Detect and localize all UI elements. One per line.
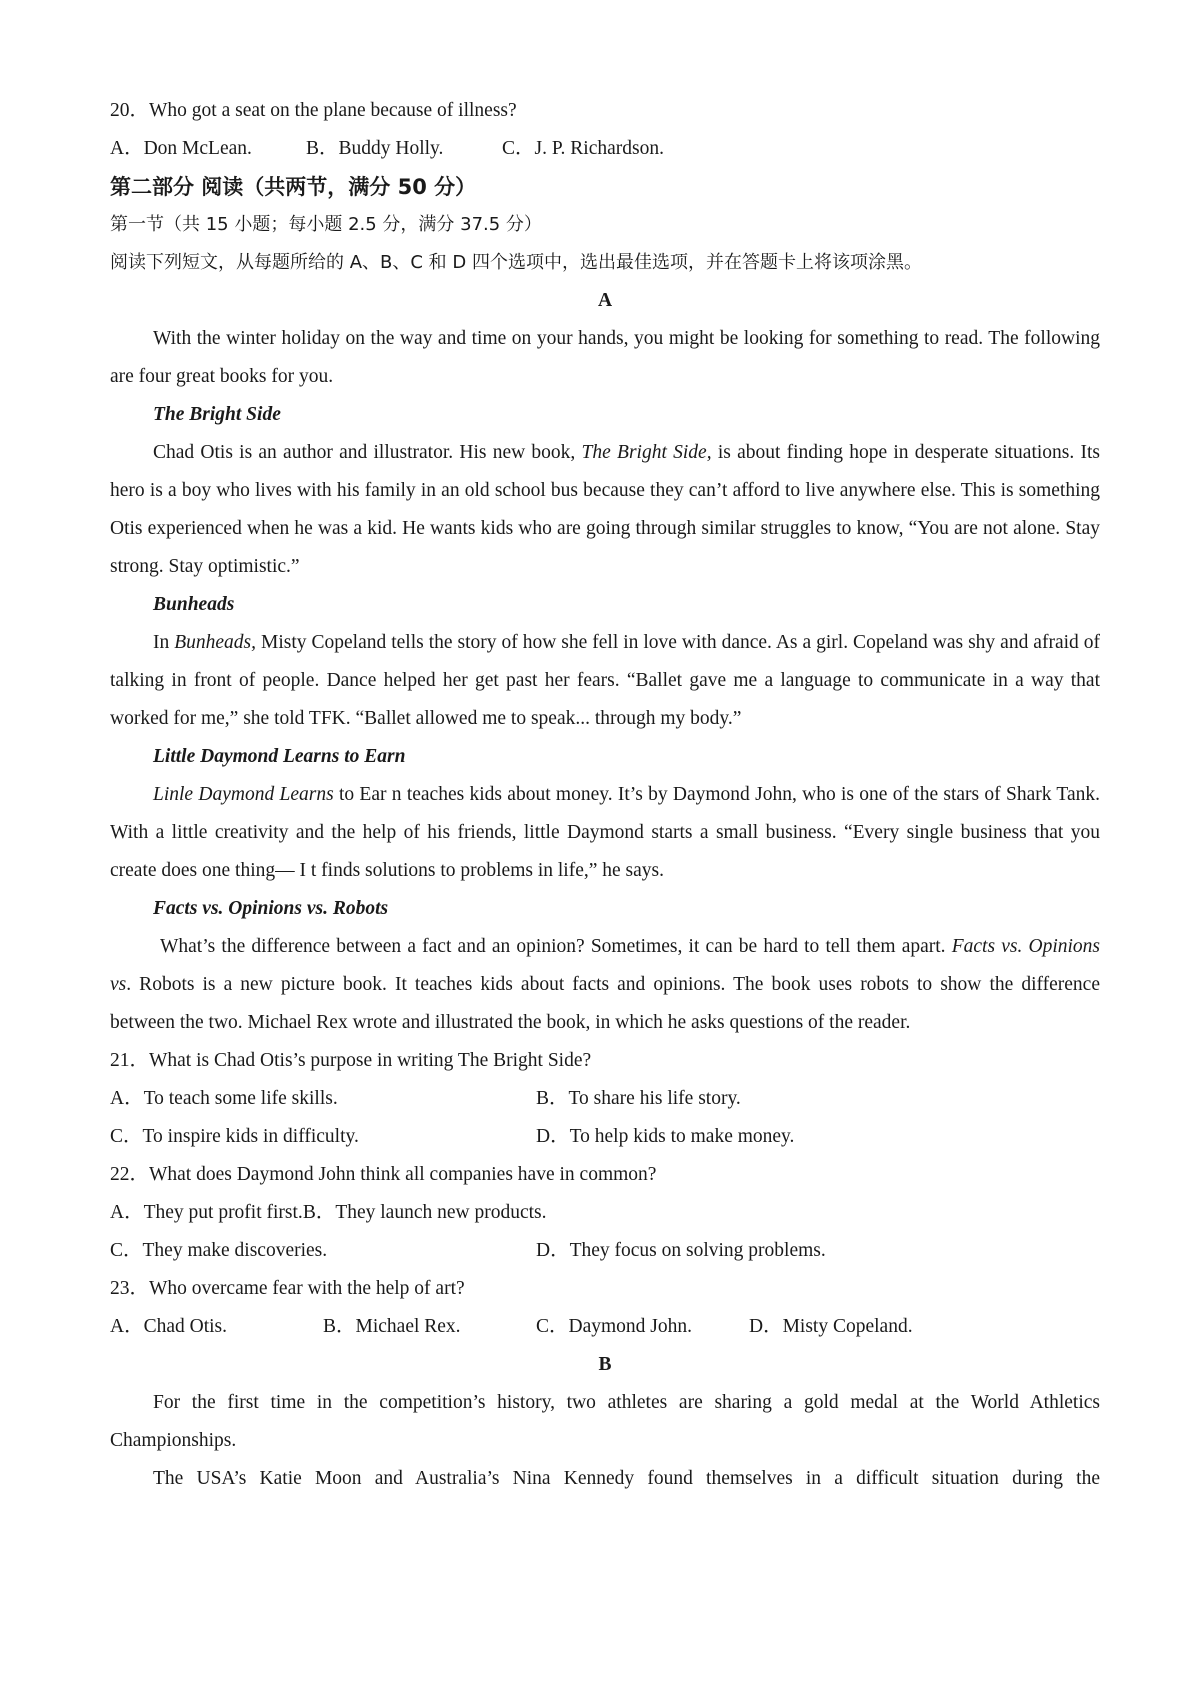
option-d: D．Misty Copeland.	[749, 1316, 913, 1337]
passage-b-paragraph-1: For the first time in the competition’s history, two athletes are sharing a gold medal at the World Athletics Championships.	[110, 1392, 1100, 1451]
reading-instruction: 阅读下列短文，从每题所给的 A、B、C 和 D 四个选项中，选出最佳选项，并在答题卡上将该项涂黑。	[110, 252, 922, 273]
question-22-options-row2	[110, 1232, 1100, 1270]
question-20-stem: 20．Who got a seat on the plane because of illness?	[110, 100, 517, 121]
option-b: B．Michael Rex.	[323, 1316, 461, 1337]
passage-a-label: A	[597, 290, 613, 311]
exam-page	[110, 92, 1100, 1498]
book-desc-bright-side: Chad Otis is an author and illustrator. His new book, The Bright Side, is about finding hope in desperate situations. Its hero is a boy who lives with his family in an old school bus because they can’t afford to live anywhere else. This is something Otis experienced when he was a kid. He wants kids who are going through similar struggles to know, “You are not alone. Stay strong. Stay optimistic.”	[110, 442, 1100, 577]
question-20-options	[110, 130, 1100, 168]
option-c: C．J. P. Richardson.	[502, 138, 664, 159]
option-c: C．To inspire kids in difficulty.	[110, 1126, 359, 1147]
passage-b-label: B	[598, 1354, 612, 1375]
question-23-stem: 23．Who overcame fear with the help of art?	[110, 1278, 465, 1299]
book-desc-bunheads: In Bunheads, Misty Copeland tells the story of how she fell in love with dance. As a girl. Copeland was shy and afraid of talking in front of people. Dance helped her get past her fears. “Ballet gave me a language to communicate in a way that worked for me,” she told TFK. “Ballet allowed me to speak... through my body.”	[110, 632, 1100, 729]
option-a: A．Don McLean.	[110, 138, 252, 159]
book-desc-little-daymond: Linle Daymond Learns to Ear n teaches kids about money. It’s by Daymond John, who is one of the stars of Shark Tank. With a little creativity and the help of his friends, little Daymond starts a small business. “Every single business that you create does one thing— I t finds solutions to problems in life,” he says.	[110, 784, 1100, 881]
book-title-facts-opinions-robots: Facts vs. Opinions vs. Robots	[153, 898, 389, 919]
question-21-options-row1	[110, 1080, 1100, 1118]
book-desc-facts-opinions-robots: What’s the difference between a fact and an opinion? Sometimes, it can be hard to tell them apart. Facts vs. Opinions vs. Robots is a new picture book. It teaches kids about facts and opinions. The book uses robots to show the difference between the two. Michael Rex wrote and illustrated the book, in which he asks questions of the reader.	[110, 936, 1100, 1033]
option-a: A．They put profit first.	[110, 1202, 303, 1223]
option-d: D．To help kids to make money.	[536, 1126, 795, 1147]
book-title-bunheads: Bunheads	[153, 594, 235, 615]
question-22-stem: 22．What does Daymond John think all companies have in common?	[110, 1164, 657, 1185]
passage-b-paragraph-2: The USA’s Katie Moon and Australia’s Nina Kennedy found themselves in a difficult situation during the	[153, 1468, 1100, 1489]
question-22-options-row1	[110, 1194, 1100, 1232]
question-21-options-row2	[110, 1118, 1100, 1156]
question-21-stem: 21．What is Chad Otis’s purpose in writing The Bright Side?	[110, 1050, 592, 1071]
question-23-options	[110, 1308, 1100, 1346]
section-one-heading: 第一节（共 15 小题；每小题 2.5 分，满分 37.5 分）	[110, 214, 542, 235]
book-title-bright-side: The Bright Side	[153, 404, 281, 425]
option-c: C．They make discoveries.	[110, 1240, 328, 1261]
passage-a-intro: With the winter holiday on the way and time on your hands, you might be looking for something to read. The following are four great books for you.	[110, 328, 1100, 387]
option-b: B．To share his life story.	[536, 1088, 741, 1109]
option-a: A．Chad Otis.	[110, 1316, 228, 1337]
option-a: A．To teach some life skills.	[110, 1088, 338, 1109]
part-two-title: 第二部分 阅读（共两节，满分 50 分）	[110, 175, 477, 199]
option-d: D．They focus on solving problems.	[536, 1240, 826, 1261]
option-b: B．They launch new products.	[302, 1202, 547, 1223]
option-c: C．Daymond John.	[536, 1316, 693, 1337]
book-title-little-daymond: Little Daymond Learns to Earn	[153, 746, 406, 767]
option-b: B．Buddy Holly.	[306, 138, 444, 159]
